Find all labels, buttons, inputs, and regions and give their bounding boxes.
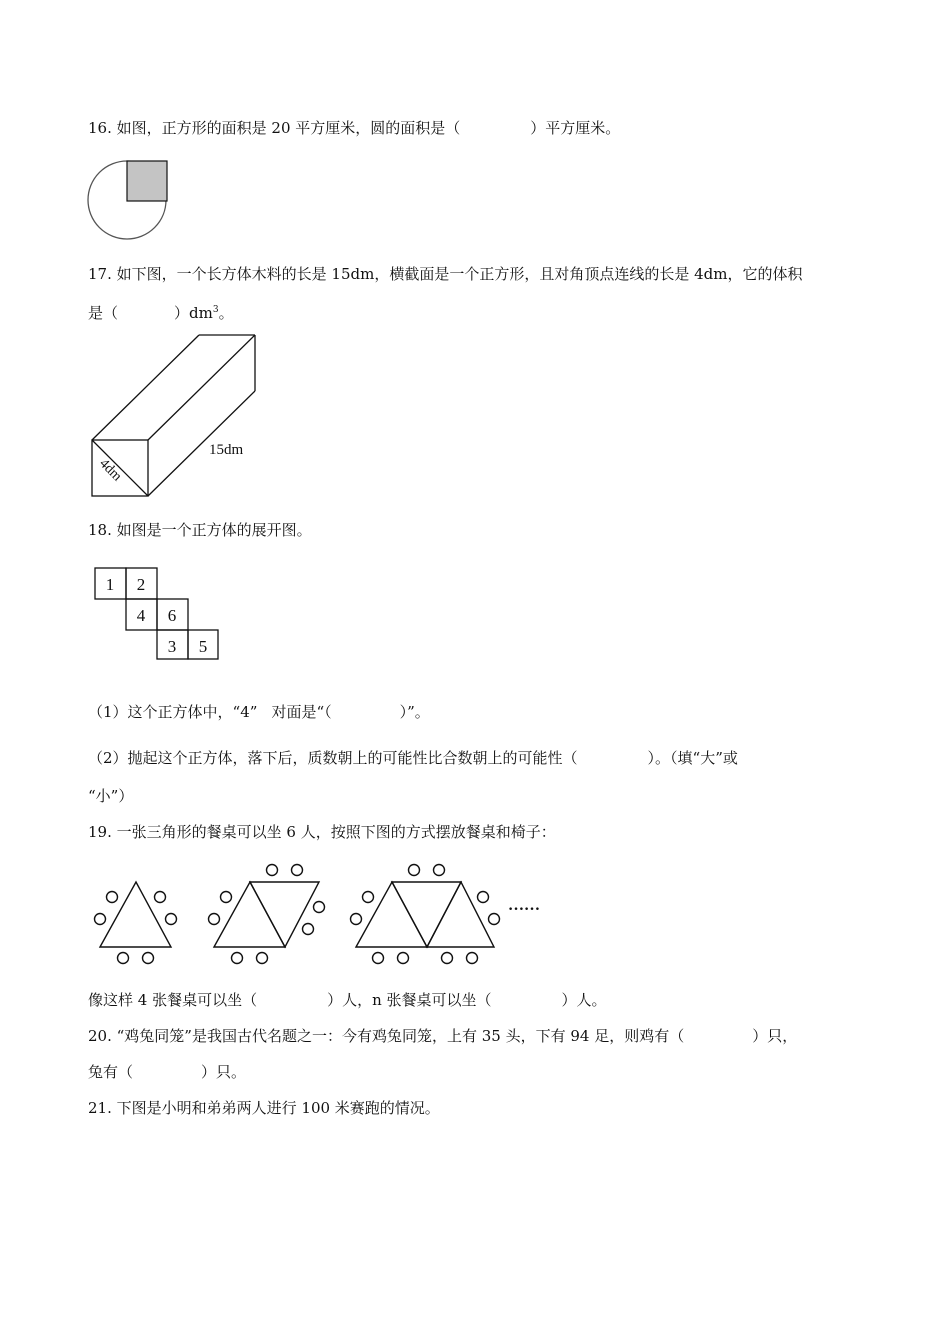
chair — [373, 953, 384, 964]
net-cell-label: 3 — [167, 637, 177, 656]
net-cell-label: 1 — [105, 575, 115, 594]
net-cell-label: 6 — [167, 606, 177, 625]
q18-sub1-c: ）”。 — [399, 703, 430, 721]
q19-answer-b: ）人，n 张餐桌可以坐（ — [327, 991, 492, 1009]
chair — [209, 914, 220, 925]
chair — [442, 953, 453, 964]
q16-text-b: ）平方厘米。 — [530, 119, 621, 137]
chair — [303, 924, 314, 935]
q19-answer-c: ）人。 — [561, 991, 607, 1009]
question-20-line2 — [88, 1062, 246, 1082]
chair — [232, 953, 243, 964]
net-cell-label: 5 — [198, 637, 208, 656]
q20-line1-a: “鸡兔同笼”是我国古代名题之一：今有鸡兔同笼，上有 35 头，下有 94 足，则鸡有（ — [116, 1027, 685, 1045]
q17-length-label: 15dm — [209, 442, 244, 458]
q21-text: 下图是小明和弟弟两人进行 100 米赛跑的情况。 — [116, 1099, 440, 1117]
chair — [143, 953, 154, 964]
q17-line2-c: 。 — [218, 304, 234, 322]
q16-text-a: 如图，正方形的面积是 20 平方厘米，圆的面积是（ — [116, 119, 461, 137]
chair — [95, 914, 106, 925]
chair — [351, 914, 362, 925]
net-cell-label: 4 — [136, 606, 146, 625]
q17-cuboid-figure — [88, 330, 268, 500]
question-16 — [88, 118, 620, 138]
chair — [398, 953, 409, 964]
net-cell-label: 2 — [136, 575, 146, 594]
chair — [314, 902, 325, 913]
q16-number: 16. — [88, 119, 112, 137]
q17-line2-a: 是（ — [88, 304, 119, 322]
chair — [434, 865, 445, 876]
question-21 — [88, 1098, 440, 1118]
chair — [478, 892, 489, 903]
q21-number: 21. — [88, 1099, 112, 1117]
q19-number: 19. — [88, 823, 112, 841]
q19-answer-a: 像这样 4 张餐桌可以坐（ — [88, 991, 258, 1009]
q18-sub1-a: （1）这个正方体中，“4” — [88, 703, 258, 721]
q19-answer — [88, 990, 607, 1010]
chair — [118, 953, 129, 964]
q17-line1: 如下图，一个长方体木料的长是 15dm，横截面是一个正方形，且对角顶点连线的长是 4dm，它的体积 — [116, 265, 803, 283]
q20-line2-a: 兔有（ — [88, 1063, 134, 1081]
q18-sub2 — [88, 748, 738, 768]
question-20 — [88, 1026, 797, 1046]
question-17 — [88, 264, 802, 284]
q18-number: 18. — [88, 521, 112, 539]
chair — [489, 914, 500, 925]
q17-diagonal-label: 4dm — [96, 456, 125, 485]
q19-text: 一张三角形的餐桌可以坐 6 人，按照下图的方式摆放餐桌和椅子： — [116, 823, 556, 841]
q17-number: 17. — [88, 265, 112, 283]
q17-unit-exponent: 3 — [212, 305, 219, 315]
q18-sub1-b: 对面是“（ — [271, 703, 332, 721]
q16-figure — [85, 158, 175, 244]
question-18 — [88, 520, 312, 540]
q18-sub2-a: （2）抛起这个正方体，落下后，质数朝上的可能性比合数朝上的可能性（ — [88, 749, 578, 767]
chair — [221, 892, 232, 903]
chair — [363, 892, 374, 903]
q20-line1-b: ）只， — [752, 1027, 798, 1045]
q19-ellipsis: …… — [508, 897, 540, 914]
table-triangle — [250, 882, 319, 947]
q18-sub2-line2 — [88, 786, 133, 806]
chair — [107, 892, 118, 903]
q18-sub2-b: ）。（填“大”或 — [647, 749, 738, 767]
chair — [166, 914, 177, 925]
chair — [257, 953, 268, 964]
q18-sub2-c: “小”） — [88, 787, 134, 805]
question-17-line2 — [88, 300, 234, 323]
chair — [292, 865, 303, 876]
question-19 — [88, 822, 556, 842]
q18-sub1 — [88, 702, 430, 722]
q19-table-arrangement — [88, 858, 558, 970]
table-triangle — [392, 882, 461, 947]
chair — [409, 865, 420, 876]
q20-line2-b: ）只。 — [201, 1063, 247, 1081]
chair — [467, 953, 478, 964]
q20-number: 20. — [88, 1027, 112, 1045]
q16-square — [127, 161, 167, 201]
q18-text: 如图是一个正方体的展开图。 — [116, 521, 312, 539]
q17-line2-b: ）dm — [174, 304, 213, 322]
chair — [267, 865, 278, 876]
chair — [155, 892, 166, 903]
q18-cube-net — [92, 565, 222, 661]
